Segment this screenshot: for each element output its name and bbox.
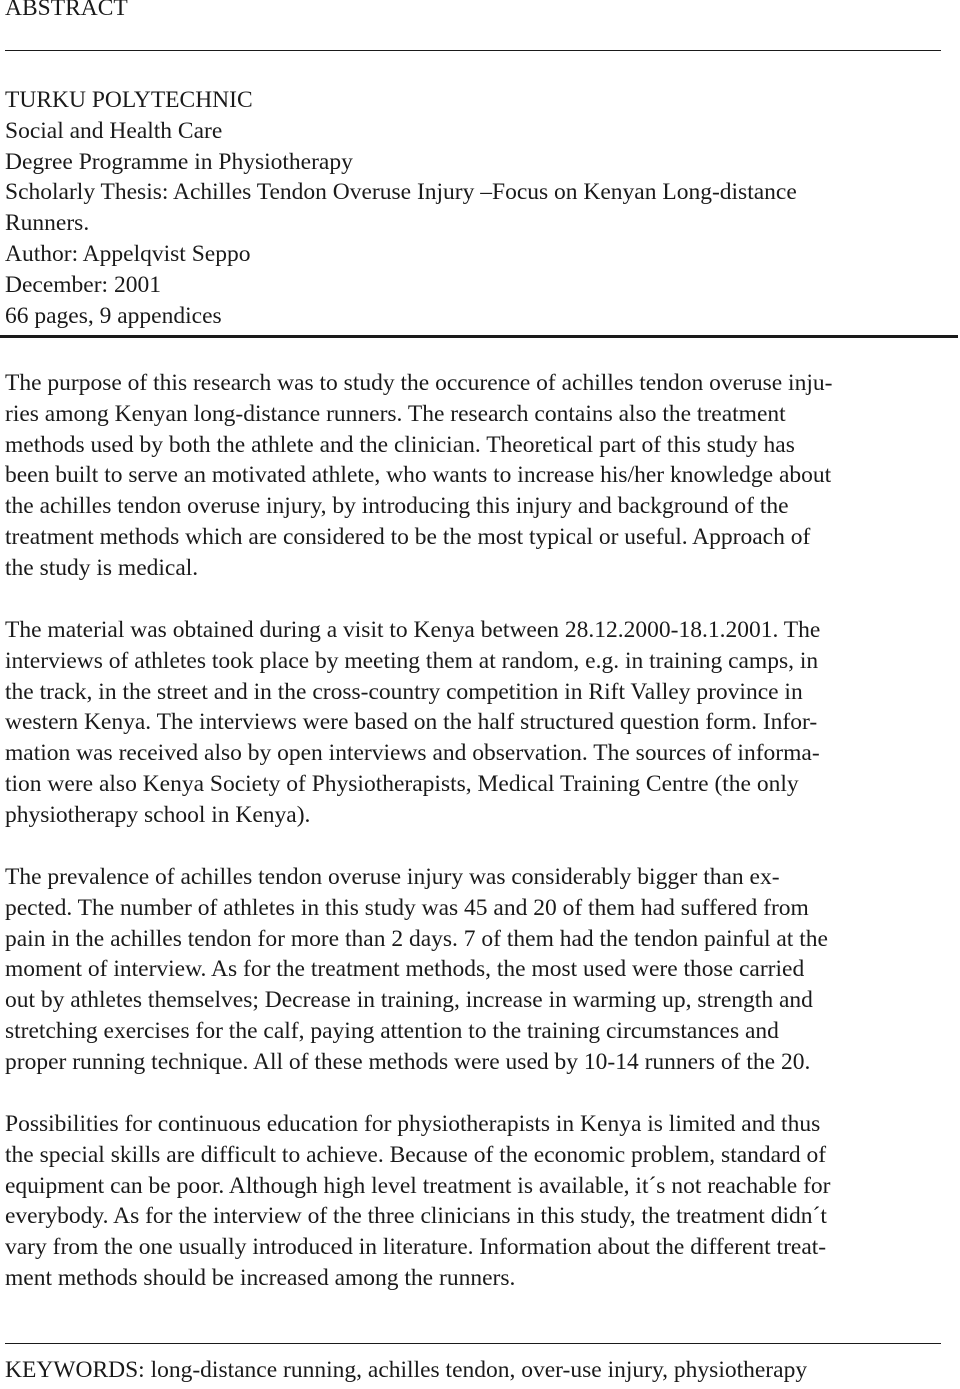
paragraph-line: stretching exercises for the calf, paying attention to the training circumstances and bbox=[5, 1017, 779, 1044]
author-line: Author: Appelqvist Seppo bbox=[5, 240, 251, 267]
department-name: Social and Health Care bbox=[5, 117, 223, 144]
paragraph-line: mation was received also by open interviews and observation. The sources of informa- bbox=[5, 740, 820, 767]
paragraph-line: been built to serve an motivated athlete, who wants to increase his/her knowledge about bbox=[5, 462, 832, 489]
paragraph-line: methods used by both the athlete and the clinician. Theoretical part of this study has bbox=[5, 431, 795, 458]
paragraph-line: pain in the achilles tendon for more than 2 days. 7 of them had the tendon painful at the bbox=[5, 925, 828, 952]
paragraph-line: ries among Kenyan long-distance runners. The research contains also the treatment bbox=[5, 400, 786, 427]
institution-name: TURKU POLYTECHNIC bbox=[5, 87, 253, 113]
paragraph-line: physiotherapy school in Kenya). bbox=[5, 801, 311, 828]
paragraph-line: The purpose of this research was to study the occurence of achilles tendon overuse inju- bbox=[5, 370, 833, 396]
paragraph-line: ment methods should be increased among the runners. bbox=[5, 1264, 516, 1291]
date-line: December: 2001 bbox=[5, 271, 161, 298]
programme-name: Degree Programme in Physiotherapy bbox=[5, 148, 353, 175]
paragraph-line: the special skills are difficult to achieve. Because of the economic problem, standard of bbox=[5, 1141, 827, 1168]
paragraph-line: the track, in the street and in the cross-country competition in Rift Valley province in bbox=[5, 678, 803, 705]
paragraph-line: moment of interview. As for the treatment methods, the most used were those carried bbox=[5, 956, 805, 983]
paragraph-line: the achilles tendon overuse injury, by introducing this injury and background of the bbox=[5, 493, 789, 520]
abstract-paragraph-conclusion bbox=[5, 1109, 953, 1294]
paragraph-line: tion were also Kenya Society of Physiotherapists, Medical Training Centre (the only bbox=[5, 770, 799, 797]
paragraph-line: the study is medical. bbox=[5, 554, 199, 581]
paragraph-line: Possibilities for continuous education for physiotherapists in Kenya is limited and thus bbox=[5, 1111, 821, 1137]
thesis-header bbox=[5, 85, 950, 331]
paragraph-line: The material was obtained during a visit to Kenya between 28.12.2000-18.1.2001. The bbox=[5, 617, 821, 643]
abstract-paragraph-results bbox=[5, 862, 953, 1078]
thesis-title-line-1: Scholarly Thesis: Achilles Tendon Overuse Injury –Focus on Kenyan Long-distance bbox=[5, 179, 797, 206]
paragraph-line: out by athletes themselves; Decrease in training, increase in warming up, strength and bbox=[5, 987, 813, 1014]
paragraph-line: treatment methods which are considered to be the most typical or useful. Approach of bbox=[5, 523, 811, 550]
keywords-divider bbox=[5, 1343, 941, 1344]
heading-underline bbox=[5, 50, 941, 51]
abstract-paragraph-material bbox=[5, 615, 953, 831]
paragraph-line: vary from the one usually introduced in literature. Information about the different treat- bbox=[5, 1234, 827, 1261]
page-heading: ABSTRACT bbox=[5, 0, 128, 21]
thesis-title-line-2: Runners. bbox=[5, 210, 90, 237]
keywords-line: KEYWORDS: long-distance running, achilles tendon, over-use injury, physiotherapy bbox=[5, 1357, 808, 1383]
paragraph-line: equipment can be poor. Although high level treatment is available, it´s not reachable for bbox=[5, 1172, 831, 1199]
paragraph-line: western Kenya. The interviews were based on the half structured question form. Infor- bbox=[5, 709, 818, 736]
abstract-paragraph-purpose bbox=[5, 368, 953, 584]
paragraph-line: pected. The number of athletes in this study was 45 and 20 of them had suffered from bbox=[5, 894, 809, 921]
paragraph-line: proper running technique. All of these methods were used by 10-14 runners of the 20. bbox=[5, 1048, 811, 1075]
paragraph-line: everybody. As for the interview of the three clinicians in this study, the treatment didn´t bbox=[5, 1203, 827, 1230]
pages-line: 66 pages, 9 appendices bbox=[5, 302, 222, 329]
paragraph-line: The prevalence of achilles tendon overuse injury was considerably bigger than ex- bbox=[5, 864, 780, 890]
paragraph-line: interviews of athletes took place by meeting them at random, e.g. in training camps, in bbox=[5, 647, 819, 674]
header-divider bbox=[0, 335, 958, 338]
